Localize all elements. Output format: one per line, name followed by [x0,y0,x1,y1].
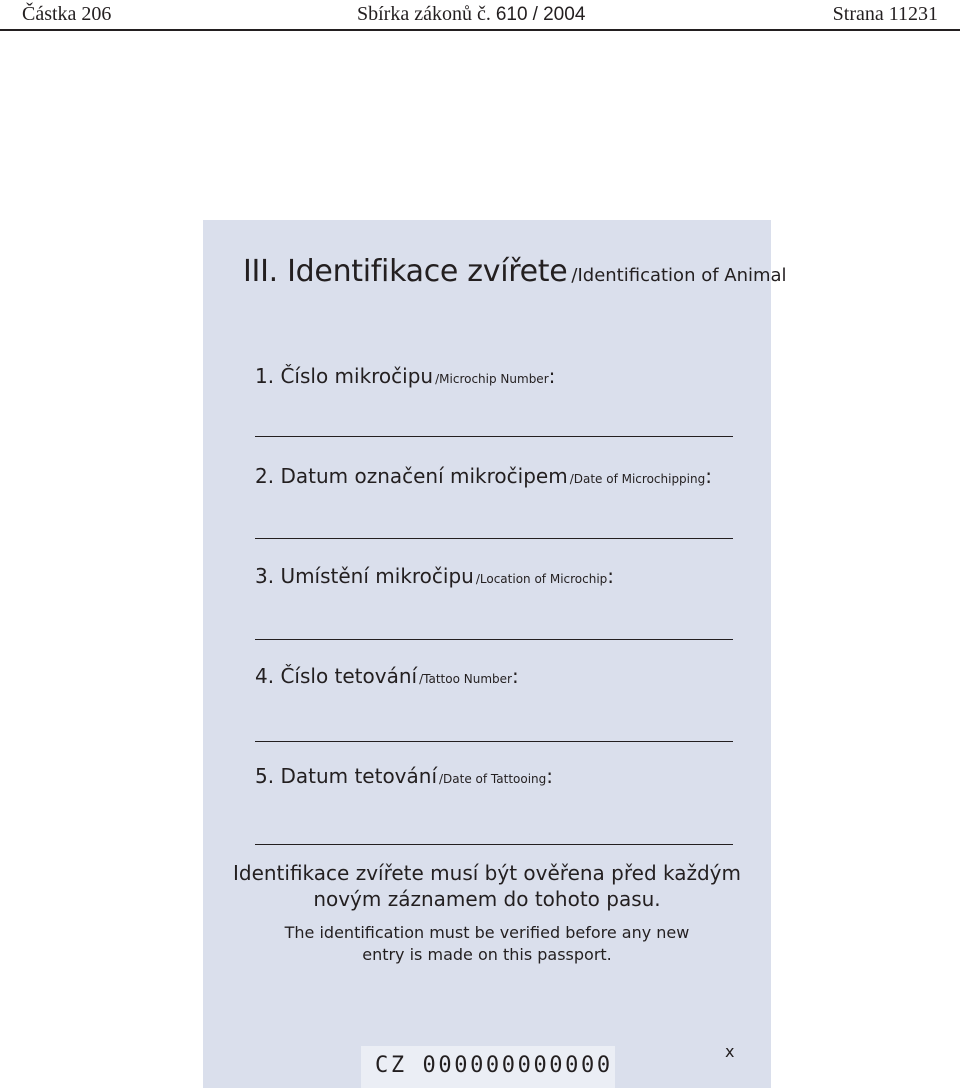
field-label-microchipping-date [255,464,712,488]
field-label-en: /Date of Tattooing [439,772,547,786]
field-label-cz: 1. Číslo mikročipu [255,364,434,388]
field-label-colon: : [607,564,615,588]
collection-prefix: Sbírka zákonů č. [357,3,491,25]
issue-number: Částka 206 [22,3,112,25]
field-label-cz: 2. Datum označení mikročipem [255,464,568,488]
passport-page [203,220,787,1088]
mark-x: x [725,1042,735,1061]
field-label-cz: 5. Datum tetování [255,764,438,788]
field-label-cz: 3. Umístění mikročipu [255,564,474,588]
field-label-tattoo-number [255,664,519,688]
page-number: Strana 11231 [832,3,938,25]
section-title-cz: III. Identifikace zvířete [243,254,568,289]
notice-cz-line-2: novým záznamem do tohoto pasu. [313,887,661,911]
notice-en-line-1: The identification must be verified before any new [284,923,690,942]
verification-notice-en [203,922,771,966]
tattoo-number-field[interactable] [255,741,733,742]
section-title-en: /Identification of Animal [571,265,787,286]
field-label-microchip-number [255,364,555,388]
field-label-colon: : [511,664,519,688]
notice-cz-line-1: Identifikace zvířete musí být ověřena před každým [232,861,741,885]
field-label-en: /Date of Microchipping [569,472,706,486]
passport-number: CZ 000000000000 [375,1053,613,1078]
microchip-location-field[interactable] [255,639,733,640]
section-title [243,254,787,289]
field-label-cz: 4. Číslo tetování [255,664,418,688]
verification-notice-cz [203,860,771,912]
field-label-en: /Microchip Number [435,372,549,386]
notice-en-line-2: entry is made on this passport. [362,945,612,964]
field-label-microchip-location [255,564,614,588]
law-year: / 2004 [532,4,586,25]
law-number: 610 [495,4,528,25]
field-label-en: /Location of Microchip [475,572,608,586]
passport-number-box [361,1046,615,1088]
field-label-colon: : [705,464,712,488]
field-label-colon: : [546,764,554,788]
field-label-en: /Tattoo Number [419,672,512,686]
field-label-colon: : [548,364,556,388]
tattooing-date-field[interactable] [255,844,733,845]
collection-title [357,3,585,26]
field-label-tattooing-date [255,764,553,788]
microchipping-date-field[interactable] [255,538,733,539]
page-header [0,0,960,31]
microchip-number-field[interactable] [255,436,733,437]
